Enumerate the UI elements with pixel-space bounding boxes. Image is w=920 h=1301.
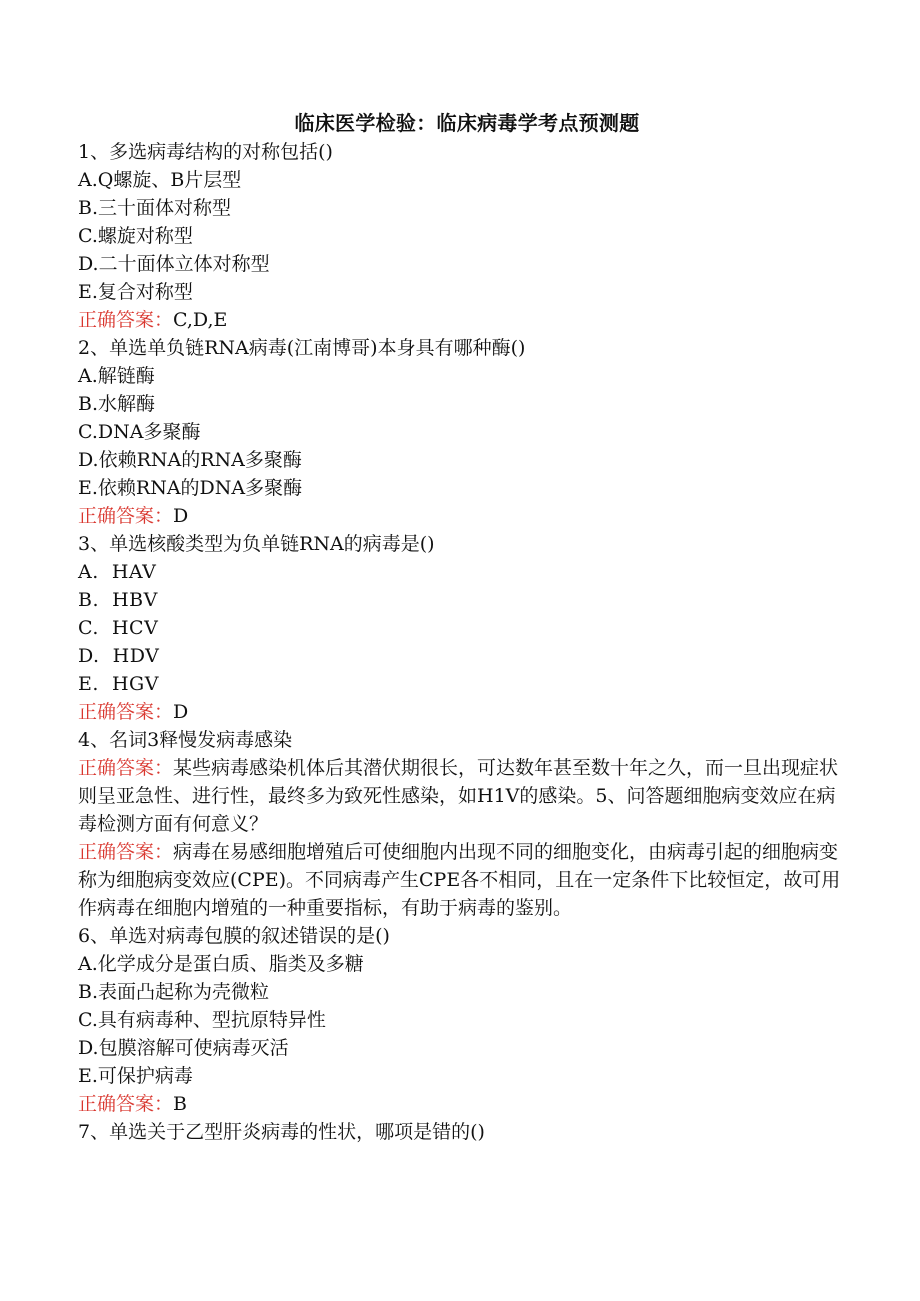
question-1-option-e: E.复合对称型 xyxy=(78,281,193,303)
question-3-option-e: E. HGV xyxy=(78,673,159,695)
answer-label: 正确答案： xyxy=(78,1093,174,1115)
answer-value: D xyxy=(173,505,189,527)
document-page xyxy=(78,108,848,1146)
question-6-stem: 6、单选对病毒包膜的叙述错误的是() xyxy=(78,925,390,947)
answer-value: 某些病毒感染机体后其潜伏期很长，可达数年甚至数十年之久，而一旦出现症状则呈亚急性、进行性，最终多为致死性感染，如H1V的感染。5、问答题细胞病变效应在病毒检测方面有何意义？ xyxy=(78,757,839,835)
answer-label: 正确答案： xyxy=(78,505,174,527)
question-3-answer xyxy=(78,698,848,726)
question-6-answer xyxy=(78,1090,848,1118)
question-1-option-b: B.三十面体对称型 xyxy=(78,197,232,219)
question-6-option-b: B.表面凸起称为壳微粒 xyxy=(78,981,270,1003)
answer-value: D xyxy=(173,701,189,723)
question-3-option-a: A. HAV xyxy=(78,561,157,583)
answer-label: 正确答案： xyxy=(78,841,174,863)
answer-label: 正确答案： xyxy=(78,757,174,779)
question-1-answer xyxy=(78,306,848,334)
document-title: 临床医学检验：临床病毒学考点预测题 xyxy=(294,111,640,135)
question-5-answer xyxy=(78,838,848,922)
question-6-option-c: C.具有病毒种、型抗原特异性 xyxy=(78,1009,326,1031)
question-1-option-a: A.Q螺旋、B片层型 xyxy=(78,169,242,191)
question-2-option-a: A.解链酶 xyxy=(78,365,155,387)
question-3-stem: 3、单选核酸类型为负单链RNA的病毒是() xyxy=(78,533,435,555)
question-1-stem: 1、多选病毒结构的对称包括() xyxy=(78,141,333,163)
question-2-option-c: C.DNA多聚酶 xyxy=(78,421,201,443)
question-4-answer xyxy=(78,754,848,838)
question-1-option-d: D.二十面体立体对称型 xyxy=(78,253,270,275)
answer-label: 正确答案： xyxy=(78,701,174,723)
answer-value: C,D,E xyxy=(173,309,228,331)
question-6-option-a: A.化学成分是蛋白质、脂类及多糖 xyxy=(78,953,364,975)
question-6-option-d: D.包膜溶解可使病毒灭活 xyxy=(78,1037,289,1059)
question-2-option-b: B.水解酶 xyxy=(78,393,156,415)
question-7-stem: 7、单选关于乙型肝炎病毒的性状，哪项是错的() xyxy=(78,1121,485,1143)
question-2-option-e: E.依赖RNA的DNA多聚酶 xyxy=(78,477,303,499)
answer-value: 病毒在易感细胞增殖后可使细胞内出现不同的细胞变化，由病毒引起的细胞病变称为细胞病变效应(CPE)。不同病毒产生CPE各不相同，且在一定条件下比较恒定，故可用作病毒在细胞内增殖的一种重要指标，有助于病毒的鉴别。 xyxy=(78,841,841,919)
question-3-option-b: B. HBV xyxy=(78,589,158,611)
answer-label: 正确答案： xyxy=(78,309,174,331)
question-1-option-c: C.螺旋对称型 xyxy=(78,225,193,247)
question-2-option-d: D.依赖RNA的RNA多聚酶 xyxy=(78,449,302,471)
question-2-answer xyxy=(78,502,848,530)
question-6-option-e: E.可保护病毒 xyxy=(78,1065,193,1087)
question-3-option-d: D. HDV xyxy=(78,645,160,667)
question-4-stem: 4、名词3释慢发病毒感染 xyxy=(78,729,293,751)
answer-value: B xyxy=(173,1093,187,1115)
question-3-option-c: C. HCV xyxy=(78,617,159,639)
question-2-stem: 2、单选单负链RNA病毒(江南博哥)本身具有哪种酶() xyxy=(78,337,526,359)
